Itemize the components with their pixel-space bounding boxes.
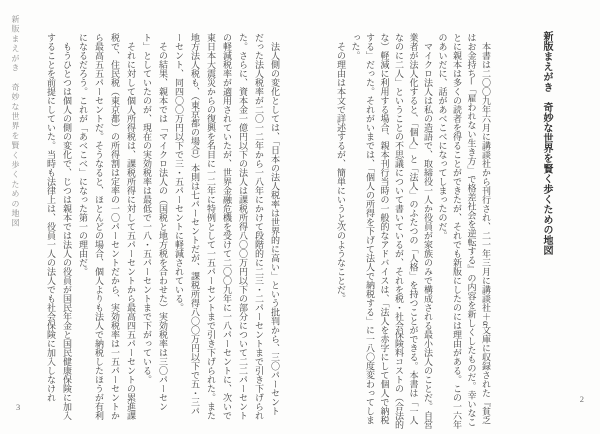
body-paragraph: その結果、親本では「マイクロ法人の（国税と地方税を合わせた）実効税率は三〇パーセント」としていたのが、現在の実効税率は最低で一八・五パーセントまで下がっている。 [142,33,168,411]
left-page-body [43,33,283,420]
page-number-right: 2 [579,394,584,404]
right-page-body [334,33,494,429]
body-paragraph: それに対して個人所得税は、課税所得に対して五パーセントから最高四五パーセントの累進課税で、住民税（東京都）の所得割は定率の一〇パーセントだから、実効税率は一五パーセントから最高五五パーセントだ。そうなると、ほとんどの場合、個人よりも法人で納税したほうが有利になるだろう。これが「あべこべ」になった第一の理由だ。 [78,33,136,420]
chapter-title: 新版まえがき 奇妙な世界を賢く歩くための地図 [541,31,552,256]
running-head: 新版まえがき 奇妙な世界を賢く歩くための地図 [11,15,20,229]
body-paragraph: 本書は二〇〇九年六月に講談社から刊行され、二一年三月に講談社＋α文庫に収録された『貧乏はお金持ち─「雇われない生き方」で格差社会を逆転する』の内容を新しくしたものだ。幸いなことに親本は多くの読者を得ることができたが、それでも新版にしたのには理由がある。この一六年のあいだに、話があべこべになってしまったのだ。 [437,33,491,429]
body-paragraph: その理由は本文で詳述するが、簡単にいうと次のようなことだ。 [336,42,346,303]
body-paragraph: 法人側の変化としては、「日本の法人税率は世界的に高い」という批判から、三〇パーセントだった法人税率が二〇一二年から一八年にかけて段階的に二三・二パーセントまで引き下げられた。さらに、資本金一億円以下の法人は課税所得八〇〇万円以下の部分について二二パーセントの軽減税率が適用されていたが、世界金融危機を受けて二〇〇九年に一八パーセントに、次いで東日本大震災からの復興を名目に一二年に特例として一五パーセントまで引き下げられた。また地方法人税も、（東京都の場合）本則は七パーセントだが、課税所得八〇〇万円以下で五・三パーセント、同四〇〇万円以下で三・五パーセントに軽減されている。 [174,33,280,420]
page-number-left: 3 [16,402,21,412]
body-paragraph: もうひとつは個人の側の変化で、じつは親本では法人の役員が国民年金と国民健康保険に加入することを前提にしていた。当時も法律上は、役員一人の法人でも社会保険に加入しなけれ [46,33,72,420]
body-paragraph: マイクロ法人は私の造語で、取締役一人か役員が家族のみで構成される最小法人のことだ。自営業者が法人化すると、「個人」と「法人」のふたつの「人格」を持つことができる。本書は「一人なのに二人」ということの不思議について書いているが、それを税・社会保険料コストの（合法的な）軽減に利用する場合、親本刊行当時の一般的なアドバイスは、「法人を赤字にして個人で納税する」だった。それがいまでは、「個人の所得を下げて法人で納税する」に一八〇度変わってしまった。 [350,33,433,429]
